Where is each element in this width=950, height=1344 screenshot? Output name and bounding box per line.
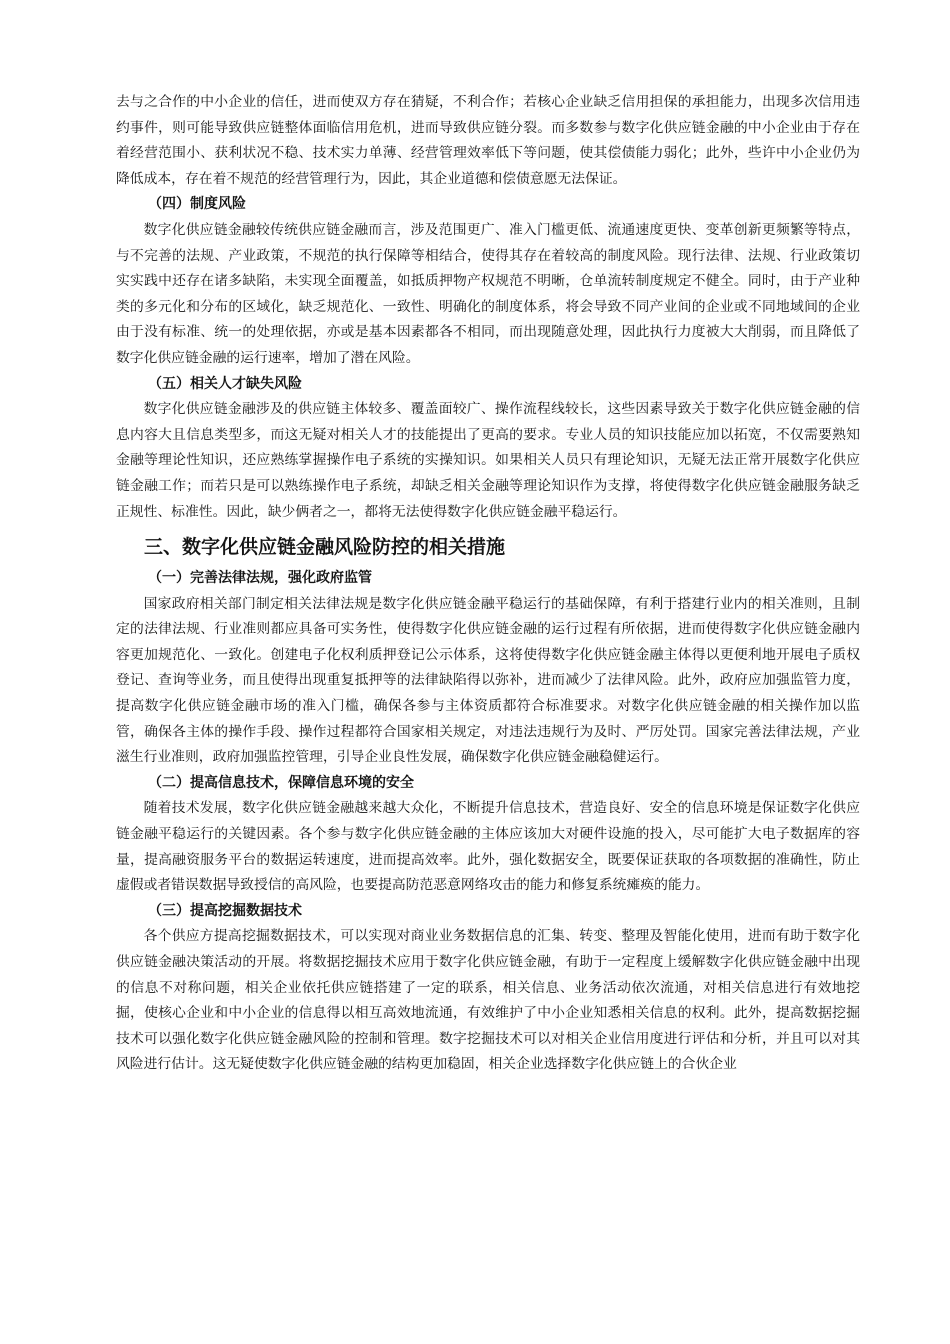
document-page: [116, 90, 860, 1078]
paragraph-info-tech: 随着技术发展，数字化供应链金融越来越大众化，不断提升信息技术，营造良好、安全的信息环境是保证数字化供应链金融平稳运行的关键因素。各个参与数字化供应链金融的主体应该加大对硬件设施的投入，尽可能扩大电子数据库的容量，提高融资服务平台的数据运转速度，进而提高效率。此外，强化数据安全，既要保证获取的各项数据的准确性，防止虚假或者错误数据导致授信的高风险，也要提高防范恶意网络攻击的能力和修复系统瘫痪的能力。: [116, 800, 860, 894]
paragraph-talent-risk: 数字化供应链金融涉及的供应链主体较多、覆盖面较广、操作流程线较长，这些因素导致关于数字化供应链金融的信息内容大且信息类型多，而这无疑对相关人才的技能提出了更高的要求。专业人员的知识技能应加以拓宽，不仅需要熟知金融等理论性知识，还应熟练掌握操作电子系统的实操知识。如果相关人员只有理论知识，无疑无法正常开展数字化供应链金融工作；而若只是可以熟练操作电子系统，却缺乏相关金融等理论知识作为支撑，将使得数字化供应链金融服务缺乏正规性、标准性。因此，缺少俩者之一，都将无法使得数字化供应链金融平稳运行。: [116, 401, 860, 520]
subsection-heading-laws: （一）完善法律法规，强化政府监管: [148, 570, 372, 587]
subsection-heading-institutional-risk: （四）制度风险: [148, 196, 246, 213]
paragraph-institutional-risk: 数字化供应链金融较传统供应链金融而言，涉及范围更广、准入门槛更低、流通速度更快、变革创新更频繁等特点，与不完善的法规、产业政策，不规范的执行保障等相结合，使得其存在着较高的制度风险。现行法律、法规、行业政策切实实践中还存在诸多缺陷，未实现全面覆盖，如抵质押物产权规范不明晰，仓单流转制度规定不健全。同时，由于产业种类的多元化和分布的区域化，缺乏规范化、一致性、明确化的制度体系，将会导致不同产业间的企业或不同地域间的企业由于没有标准、统一的处理依据，亦或是基本因素都各不相同，而出现随意处理，因此执行力度被大大削弱，而且降低了数字化供应链金融的运行速率，增加了潜在风险。: [116, 221, 860, 366]
paragraph-laws: 国家政府相关部门制定相关法律法规是数字化供应链金融平稳运行的基础保障，有利于搭建行业内的相关准则，且制定的法律法规、行业准则都应具备可实务性，使得数字化供应链金融的运行过程有所依据，进而使得数字化供应链金融内容更加规范化、一致化。创建电子化权利质押登记公示体系，这将使得数字化供应链金融主体得以更便利地开展电子质权登记、查询等业务，而且使得出现重复抵押等的法律缺陷得以弥补，进而减少了法律风险。此外，政府应加强监管力度，提高数字化供应链金融市场的准入门槛，确保各参与主体资质都符合标准要求。对数字化供应链金融的相关操作加以监管，确保各主体的操作手段、操作过程都符合国家相关规定，对违法违规行为及时、严厉处罚。国家完善法律法规，产业滋生行业准则，政府加强监控管理，引导企业良性发展，确保数字化供应链金融稳健运行。: [116, 595, 860, 766]
paragraph-continuation: 去与之合作的中小企业的信任，进而使双方存在猜疑，不利合作；若核心企业缺乏信用担保的承担能力，出现多次信用违约事件，则可能导致供应链整体面临信用危机，进而导致供应链分裂。而多数参与数字化供应链金融的中小企业由于存在着经营范围小、获利状况不稳、技术实力单薄、经营管理效率低下等问题，使其偿债能力弱化；此外，些许中小企业仍为降低成本，存在着不规范的经营管理行为，因此，其企业道德和偿债意愿无法保证。: [116, 94, 860, 187]
subsection-heading-talent-risk: （五）相关人才缺失风险: [148, 375, 302, 392]
paragraph-data-mining: 各个供应方提高挖掘数据技术，可以实现对商业业务数据信息的汇集、转变、整理及智能化使用，进而有助于数字化供应链金融决策活动的开展。将数据挖掘技术应用于数字化供应链金融，有助于一定程度上缓解数字化供应链金融中出现的信息不对称问题，相关企业依托供应链搭建了一定的联系，相关信息、业务活动依次流通，对相关信息进行有效地挖掘，使核心企业和中小企业的信息得以相互高效地流通，有效维护了中小企业知悉相关信息的权利。此外，提高数据挖掘技术可以强化数字化供应链金融风险的控制和管理。数字挖掘技术可以对相关企业信用度进行评估和分析，并且可以对其风险进行估计。这无疑使数字化供应链金融的结构更加稳固，相关企业选择数字化供应链上的合伙企业: [116, 928, 860, 1073]
subsection-heading-data-mining: （三）提高挖掘数据技术: [148, 902, 302, 919]
subsection-heading-info-tech: （二）提高信息技术，保障信息环境的安全: [148, 774, 414, 791]
section-heading-risk-control: 三、数字化供应链金融风险防控的相关措施: [144, 536, 506, 559]
